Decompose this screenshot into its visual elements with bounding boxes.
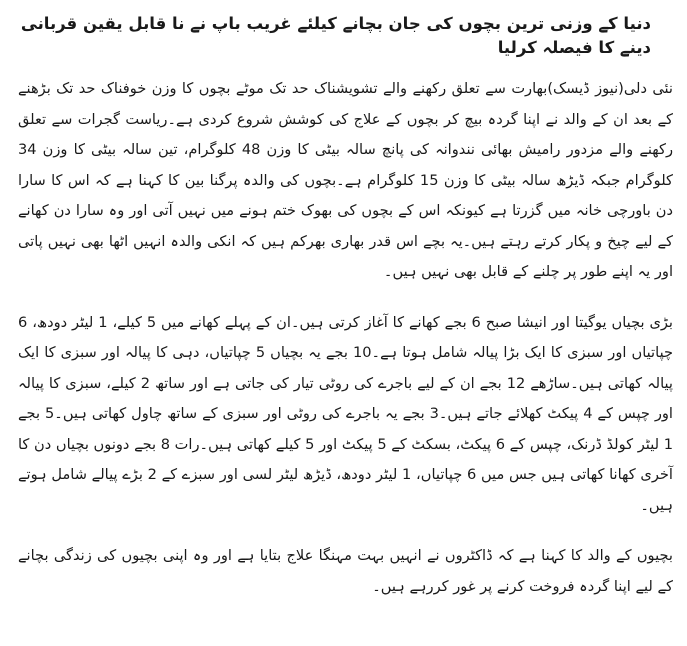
article-paragraph-1: نئی دلی(نیوز ڈیسک)بھارت سے تعلق رکھنے والے تشویشناک حد تک موٹے بچوں کا وزن خوفناک حد تک بڑھنے کے بعد ان کے والد نے اپنا گردہ بیچ کر بچوں کے علاج کی کوشش شروع کردی ہے۔ریاست گجرات سے تعلق رکھنے والے مزدور رامیش بھائی نندوانہ کی پانچ سالہ بیٹی کا وزن 48 کلوگرام، تین سالہ بیٹی کا وزن 34 کلوگرام جبکہ ڈیڑھ سالہ بیٹی کا وزن 15 کلوگرام ہے۔بچوں کی والدہ پرگنا بین کا کہنا ہے کہ اس کا سارا دن باورچی خانہ میں گزرتا ہے کیونکہ اس کے بچوں کی بھوک ختم ہونے میں نہیں آتی اور وہ سارا دن کھانے کے لیے چیخ و پکار کرتے رہتے ہیں۔یہ بچے اس قدر بھاری بھرکم ہیں کہ انکی والدہ انہیں اٹھا بھی نہیں پاتی اور یہ اپنے طور پر چلنے کے قابل بھی نہیں ہیں۔ [18, 80, 673, 280]
article-paragraph-3: بچیوں کے والد کا کہنا ہے کہ ڈاکٹروں نے انہیں بہت مہنگا علاج بتایا ہے اور وہ اپنی بچیوں کی زندگی بچانے کے لیے اپنا گردہ فروخت کرنے پر غور کررہے ہیں۔ [18, 547, 673, 595]
article-paragraph-2: بڑی بچیاں یوگیتا اور انیشا صبح 6 بجے کھانے کا آغاز کرتی ہیں۔ان کے پہلے کھانے میں 5 کیلے، 1 لیٹر دودھ، 6 چپاتیاں اور سبزی کا ایک بڑا پیالہ شامل ہوتا ہے۔10 بجے یہ بچیاں 5 چپاتیاں، دہی کا پیالہ اور سبزی کا ایک پیالہ کھاتی ہیں۔ساڑھے 12 بجے ان کے لیے باجرے کی روٹی تیار کی جاتی ہے اور ساتھ 2 کیلے، سبزی کا پیالہ اور چپس کے 4 پیکٹ کھلائے جاتے ہیں۔3 بجے یہ باجرے کی روٹی اور سبزی کے ساتھ چاول کھاتی ہیں۔5 بجے 1 لیٹر کولڈ ڈرنک، چپس کے 6 پیکٹ، بسکٹ کے 5 پیکٹ اور 5 کیلے کھاتی ہیں۔رات 8 بجے دونوں بچیاں دن کا آخری کھانا کھاتی ہیں جس میں 6 چپاتیاں، 1 لیٹر دودھ، ڈیڑھ لیٹر لسی اور سبزے کے 2 بڑے پیالے شامل ہوتے ہیں۔ [17, 313, 673, 514]
article-headline: دنیا کے وزنی ترین بچوں کی جان بچانے کیلئے غریب باپ نے نا قابل یقین قربانی دینے کا فیصلہ کرلیا [20, 14, 651, 57]
